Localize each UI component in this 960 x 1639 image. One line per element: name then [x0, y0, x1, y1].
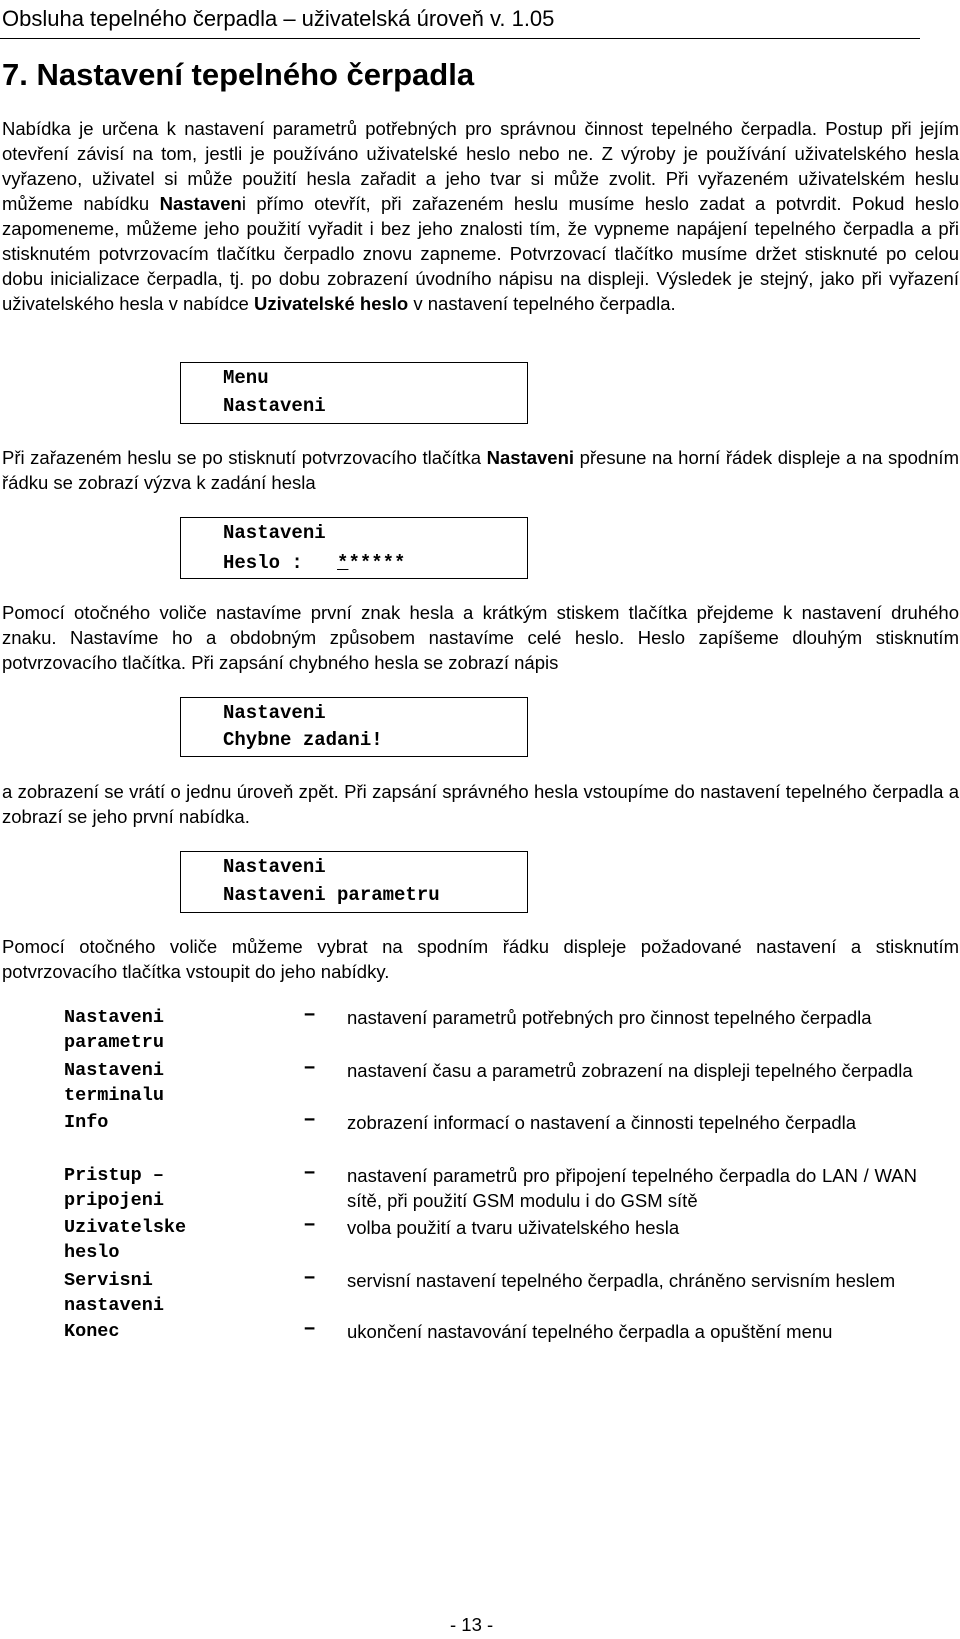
- lcd-line-2: [223, 552, 405, 574]
- menu-item-description: volba použití a tvaru uživatelského hesla: [347, 1217, 680, 1238]
- menu-item-dash: –: [303, 1316, 317, 1341]
- page-number: - 13 -: [450, 1614, 494, 1635]
- menu-item-key: Pristup – pripojeni: [64, 1165, 164, 1211]
- page-header: [0, 0, 920, 39]
- menu-item-description: nastavení parametrů pro připojení tepelného čerpadla do LAN / WAN sítě, při použití GSM modulu i do GSM sítě: [347, 1165, 917, 1211]
- lcd-line-2: Nastaveni: [223, 395, 326, 417]
- para2-text-1: Při zařazeném heslu se po stisknutí potvrzovacího tlačítka: [2, 447, 487, 468]
- intro-text-1: Nabídka je určena k nastavení parametrů potřebných pro správnou činnost tepelného čerpadla. Postup při jejím otevření závisí na tom, jestli je používáno uživatelské heslo nebo ne. Z výroby je používání uživatelského hesla vyřazeno, uživatel si může použití hesla zařadit a jeho tvar si může zvolit. Při vyřazeném uživatelském heslu můžeme nabídku: [2, 118, 959, 214]
- lcd-display-menu: [180, 362, 528, 424]
- password-prompt-paragraph: [2, 445, 959, 495]
- menu-item-dash: –: [303, 1107, 317, 1132]
- lcd-display-password: [180, 517, 528, 579]
- lcd-password-label: Heslo :: [223, 552, 338, 574]
- lcd-display-settings: [180, 851, 528, 913]
- intro-bold-uzivatelske-heslo: Uzivatelské heslo: [253, 293, 409, 314]
- menu-item-description: ukončení nastavování tepelného čerpadla a opuštění menu: [347, 1321, 833, 1342]
- menu-item-dash: –: [303, 1002, 317, 1027]
- menu-item-key: Info: [64, 1112, 109, 1133]
- lcd-line-2: Chybne zadani!: [223, 729, 383, 751]
- error-result-paragraph: a zobrazení se vrátí o jednu úroveň zpět. Při zapsání správného hesla vstoupíme do nastavení tepelného čerpadla a zobrazí se jeho první nabídka.: [2, 781, 959, 827]
- intro-paragraph: [2, 116, 959, 316]
- section-heading: 7. Nastavení tepelného čerpadla: [2, 57, 475, 92]
- intro-text-3: v nastavení tepelného čerpadla.: [408, 293, 676, 314]
- lcd-display-error: [180, 697, 528, 757]
- menu-item-description: nastavení parametrů potřebných pro činnost tepelného čerpadla: [347, 1007, 872, 1028]
- menu-item-dash: –: [303, 1212, 317, 1237]
- para2-bold-nastaveni: Nastaveni: [486, 447, 575, 468]
- menu-item-key: Servisni nastaveni: [64, 1270, 164, 1316]
- menu-item-key: Konec: [64, 1321, 120, 1342]
- menu-item-key: Uzivatelske heslo: [64, 1217, 187, 1263]
- menu-item-dash: –: [303, 1055, 317, 1080]
- selection-paragraph: Pomocí otočného voliče můžeme vybrat na spodním řádku displeje požadované nastavení a stisknutím potvrzovacího tlačítka vstoupit do jeho nabídky.: [2, 936, 959, 982]
- lcd-password-mask: *****: [348, 552, 406, 574]
- lcd-line-1: Nastaveni: [223, 522, 326, 544]
- lcd-cursor-char: *: [337, 552, 349, 574]
- menu-item-key: Nastaveni terminalu: [64, 1060, 164, 1106]
- lcd-line-1: Nastaveni: [223, 856, 326, 878]
- menu-item-key: Nastaveni parametru: [64, 1007, 164, 1053]
- lcd-line-1: Menu: [223, 367, 269, 389]
- intro-text-2: i přímo otevřít, při zařazeném heslu musíme heslo zadat a potvrdit. Pokud heslo zapomeneme, můžeme jeho použití vyřadit i bez jeho znalosti tím, že vypneme napájení tepelného čerpadla a při stisknutém potvrzovacím tlačítku čerpadlo znovu zapneme. Potvrzovací tlačítko musíme držet stisknuté po celou dobu inicializace čerpadla, tj. po dobu zobrazení úvodního nápisu na displeji. Výsledek je stejný, jako při vyřazení uživatelského hesla v nabídce: [2, 193, 959, 314]
- menu-item-description: zobrazení informací o nastavení a činnosti tepelného čerpadla: [347, 1112, 857, 1133]
- menu-item-dash: –: [303, 1160, 317, 1185]
- menu-item-description: nastavení času a parametrů zobrazení na displeji tepelného čerpadla: [347, 1060, 913, 1081]
- intro-bold-nastaveni: Nastaven: [159, 193, 242, 214]
- password-entry-paragraph: Pomocí otočného voliče nastavíme první znak hesla a krátkým stiskem tlačítka přejdeme k nastavení druhého znaku. Nastavíme ho a obdobným způsobem nastavíme celé heslo. Heslo zapíšeme dlouhým stisknutím potvrzovacího tlačítka. Při zapsání chybného hesla se zobrazí nápis: [2, 602, 959, 673]
- menu-item-dash: –: [303, 1265, 317, 1290]
- lcd-line-2: Nastaveni parametru: [223, 884, 440, 906]
- para2-text-2: přesune na horní řádek displeje a na spodním řádku se zobrazí výzva k zadání hesla: [2, 447, 959, 493]
- menu-item-description: servisní nastavení tepelného čerpadla, chráněno servisním heslem: [347, 1270, 896, 1291]
- header-title: Obsluha tepelného čerpadla – uživatelská úroveň v. 1.05: [2, 6, 555, 31]
- lcd-line-1: Nastaveni: [223, 702, 326, 724]
